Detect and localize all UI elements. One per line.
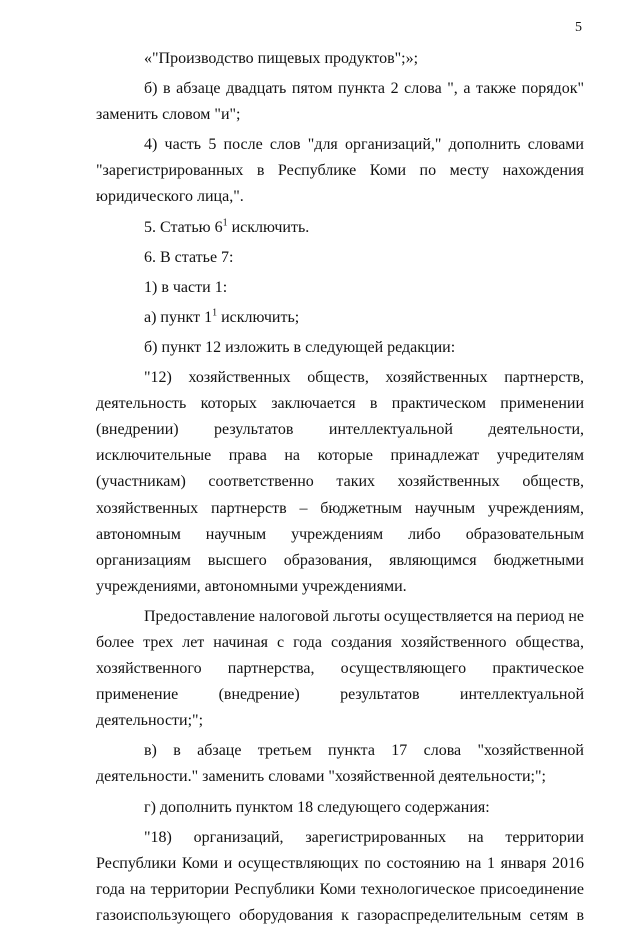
paragraph-text: исключить; — [217, 308, 300, 326]
paragraph-subitem-a-exclude-point — [96, 305, 584, 331]
paragraph-point-12-text: "12) хозяйственных обществ, хозяйственных партнерств, деятельность которых заключается в практическом применении (внедрении) результатов интеллектуальной деятельности, исключительные права на которые принадлежат учредителям (участникам) соответственно таких хозяйственных обществ, хозяйственных партнерств – бюджетным научным учреждениям, автономным научным учреждениям либо образовательным организациям высшего образования, являющимся бюджетными учреждениями, автономными учреждениями. — [96, 369, 584, 595]
paragraph-text: а) пункт 1 — [144, 308, 213, 326]
paragraph-item-5-exclude-article — [96, 215, 584, 241]
paragraph-item-4-part-5: 4) часть 5 после слов "для организаций," дополнить словами "зарегистрированных в Республике Коми по месту нахождения юридического лица,". — [96, 136, 584, 206]
paragraph-tax-benefit-period: Предоставление налоговой льготы осуществляется на период не более трех лет начиная с года создания хозяйственного общества, хозяйственного партнерства, осуществляющего практическое применение (внедрение) результатов интеллектуальной деятельности;"; — [96, 607, 584, 730]
paragraph-item-b-replace-words: б) в абзаце двадцать пятом пункта 2 слова ", а также порядок" заменить словом "и"; — [96, 80, 584, 124]
document-body — [96, 46, 584, 929]
page-number: 5 — [575, 20, 582, 35]
superscript-number: 1 — [212, 307, 218, 319]
paragraph-subitem-b-point-12: б) пункт 12 изложить в следующей редакции: — [144, 338, 456, 356]
paragraph-subitem-g-add-point-18: г) дополнить пунктом 18 следующего содержания: — [144, 798, 490, 816]
paragraph-point-18-text: "18) организаций, зарегистрированных на территории Республики Коми и осуществляющих по состоянию на 1 января 2016 года на территории Республики Коми технологическое присоединение газоиспользующего оборудования к газораспределительным сетям в — [96, 828, 584, 924]
paragraph-subitem-1-part-1: 1) в части 1: — [144, 278, 228, 296]
paragraph-text: исключить. — [227, 218, 310, 236]
paragraph-text: 5. Статью 6 — [144, 218, 223, 236]
paragraph-quote-food-production: «"Производство пищевых продуктов";»; — [144, 50, 419, 67]
paragraph-subitem-v-point-17: в) в абзаце третьем пункта 17 слова "хозяйственной деятельности." заменить словами "хозяйственной деятельности;"; — [96, 742, 584, 786]
paragraph-item-6-article-7: 6. В статье 7: — [144, 248, 234, 266]
superscript-number: 1 — [222, 217, 228, 229]
